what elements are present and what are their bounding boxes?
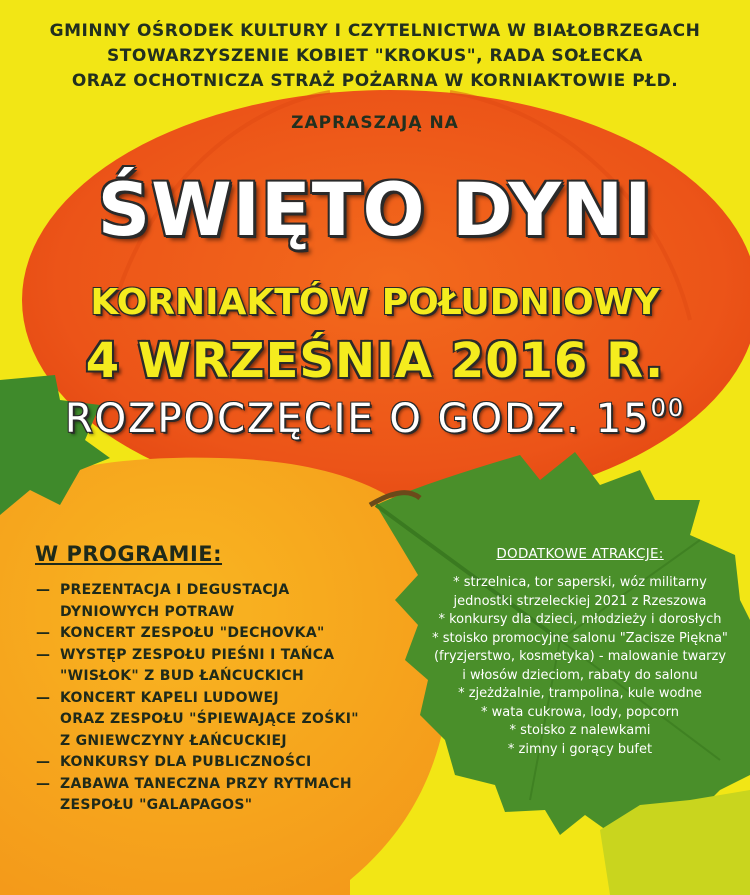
extras-line: * konkursy dla dzieci, młodzieży i dorosłych bbox=[438, 612, 722, 627]
start-time-text: ROZPOCZĘCIE O GODZ. 15 bbox=[64, 396, 651, 442]
program-item-line: — PREZENTACJA I DEGUSTACJA bbox=[60, 582, 290, 598]
extras-line: jednostki strzeleckiej 2021 z Rzeszowa bbox=[453, 593, 707, 609]
extras-line: * stoisko z nalewkami bbox=[509, 723, 651, 738]
program-item-line: DYNIOWYCH POTRAW bbox=[60, 603, 235, 620]
program-item bbox=[36, 580, 416, 623]
program-item-line: — KONCERT ZESPOŁU "DECHOVKA" bbox=[60, 625, 325, 641]
program-list bbox=[36, 580, 416, 817]
program-item-line: — WYSTĘP ZESPOŁU PIEŚNI I TAŃCA bbox=[60, 646, 335, 663]
extras-line: (fryzjerstwo, kosmetyka) - malowanie twarzy bbox=[433, 649, 727, 664]
program-item bbox=[36, 623, 416, 645]
program-heading: W PROGRAMIE: bbox=[35, 542, 223, 566]
extras-line: i włosów dzieciom, rabaty do salonu bbox=[462, 667, 698, 683]
organizer-line: GMINNY OŚRODEK KULTURY I CZYTELNICTWA W BIAŁOBRZEGACH bbox=[49, 21, 701, 41]
program-item bbox=[36, 774, 416, 817]
extras-line: * stoisko promocyjne salonu "Zacisze Piękna" bbox=[432, 630, 728, 646]
event-place: KORNIAKTÓW POŁUDNIOWY bbox=[90, 282, 660, 323]
extras-line: * wata cukrowa, lody, popcorn bbox=[481, 704, 679, 720]
program-item bbox=[36, 688, 416, 753]
program-item-line: — KONKURSY DLA PUBLICZNOŚCI bbox=[60, 754, 312, 770]
program-item-line: — ZABAWA TANECZNA PRZY RYTMACH bbox=[60, 775, 352, 792]
organizer-line: ORAZ OCHOTNICZA STRAŻ POŻARNA W KORNIAKTOWIE PŁD. bbox=[71, 71, 679, 91]
program-item bbox=[36, 752, 416, 774]
start-time-minutes: 00 bbox=[650, 394, 686, 422]
program-item bbox=[36, 645, 416, 688]
extras-line: * strzelnica, tor saperski, wóz militarny bbox=[453, 575, 707, 590]
program-item-line: ZESPOŁU "GALAPAGOS" bbox=[60, 797, 253, 813]
program-item-line: "WISŁOK" Z BUD ŁAŃCUCKICH bbox=[60, 668, 305, 684]
organizer-line: STOWARZYSZENIE KOBIET "KROKUS", RADA SOŁECKA bbox=[107, 46, 643, 66]
start-time bbox=[0, 396, 750, 442]
program-item-line: Z GNIEWCZYNY ŁAŃCUCKIEJ bbox=[60, 732, 287, 749]
extras-heading: DODATKOWE ATRAKCJE: bbox=[496, 546, 664, 562]
program-item-line: ORAZ ZESPOŁU "ŚPIEWAJĄCE ZOŚKI" bbox=[60, 711, 359, 727]
extras-line: * zimny i gorący bufet bbox=[507, 741, 653, 757]
invitation-text: ZAPRASZAJĄ NA bbox=[291, 113, 459, 133]
event-title: ŚWIĘTO DYNI bbox=[97, 168, 653, 253]
program-item-line: — KONCERT KAPELI LUDOWEJ bbox=[60, 689, 279, 706]
event-date: 4 WRZEŚNIA 2016 R. bbox=[85, 333, 665, 389]
extras-line: * zjeżdżalnie, trampolina, kule wodne bbox=[458, 686, 702, 701]
extras-list bbox=[418, 574, 742, 759]
